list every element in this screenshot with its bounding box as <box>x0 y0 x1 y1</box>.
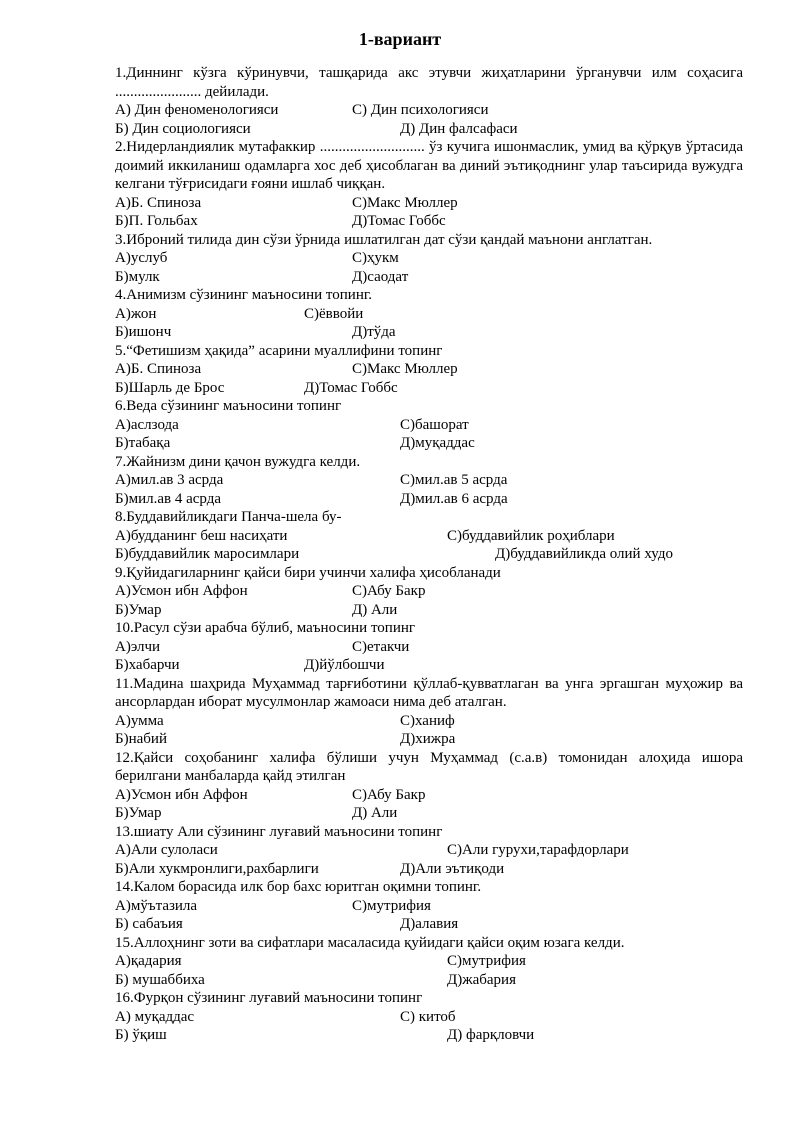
answer-row <box>115 786 743 805</box>
answer-option: Б)мулк <box>115 268 160 285</box>
answer-option: А) Дин феноменологияси <box>115 102 279 118</box>
answer-option: Д)хижра <box>400 731 456 747</box>
answer-option: Б) мушаббиха <box>115 971 205 988</box>
question-stem: 3.Иброний тилида дин сўзи ўрнида ишлатилган дат сўзи қандай маънони англатган. <box>115 231 653 248</box>
question-stem: 2.Нидерландиялик мутафаккир ............................ ўз кучига ишонмаслик, умид ва қўрқув ўртасида доимий иккиланиш одамларга хос деб ҳисоблаган ва диний эътиқоднинг улар таъсирида вужудга келгани тўғрисидаги ғояни ишлаб чиққан. <box>115 139 743 192</box>
question-stem: 5.“Фетишизм ҳақида” асарини муаллифини топинг <box>115 342 443 359</box>
answer-row <box>115 897 743 916</box>
answer-row <box>115 379 743 398</box>
answer-option: А)услуб <box>115 250 168 266</box>
answer-option: Б)Умар <box>115 805 162 821</box>
answer-option: Б)Умар <box>115 601 162 618</box>
question-stem: 1.Диннинг кўзга кўринувчи, ташқарида акс этувчи жиҳатларини ўрганувчи илм соҳасига ....................... дейилади. <box>115 65 743 100</box>
answer-option: Д) Али <box>352 601 398 618</box>
answer-option: Д)буддавийликда олий худо <box>495 546 673 562</box>
answer-option: С)буддавийлик роҳиблари <box>447 527 615 544</box>
answer-option: Д)Али эътиқоди <box>400 860 505 877</box>
answer-option: С) китоб <box>400 1008 456 1025</box>
question-6 <box>115 397 743 453</box>
answer-option: Д)тўда <box>352 324 396 340</box>
answer-row <box>115 527 743 546</box>
answer-row <box>115 601 743 620</box>
question-stem: 8.Буддавийликдаги Панча-шела бу- <box>115 509 342 525</box>
answer-option: Б)ишонч <box>115 324 172 340</box>
answer-row <box>115 434 743 453</box>
answer-option: С)Макс Мюллер <box>352 361 458 377</box>
question-stem: 12.Қайси соҳобанинг халифа бўлиши учун Муҳаммад (с.а.в) томонидан алоҳида ишора берилгани манбаларда қайд этилган <box>115 749 743 784</box>
answer-option: А)умма <box>115 712 164 729</box>
answer-option: А)Усмон ибн Аффон <box>115 583 248 599</box>
answer-option: Б)П. Гольбах <box>115 213 198 229</box>
answer-option: С)Али гурухи,тарафдорлари <box>447 842 629 858</box>
answer-option: С)башорат <box>400 416 469 433</box>
answer-option: Б) сабаъия <box>115 916 183 932</box>
question-15 <box>115 934 743 990</box>
answer-row <box>115 249 743 268</box>
question-10 <box>115 619 743 675</box>
answer-option: Д)мил.ав 6 асрда <box>400 490 508 507</box>
question-14 <box>115 878 743 934</box>
answer-row <box>115 490 743 509</box>
question-12 <box>115 749 743 823</box>
answer-row <box>115 1026 743 1045</box>
answer-option: С)мутрифия <box>352 897 431 914</box>
question-list <box>115 64 743 1045</box>
answer-option: Б) Дин социологияси <box>115 120 251 137</box>
answer-row <box>115 656 743 675</box>
question-stem: 7.Жайнизм дини қачон вужудга келди. <box>115 453 361 470</box>
answer-row <box>115 638 743 657</box>
answer-row <box>115 841 743 860</box>
answer-row <box>115 194 743 213</box>
question-16 <box>115 989 743 1045</box>
answer-row <box>115 268 743 287</box>
answer-row <box>115 582 743 601</box>
answer-option: С)ханиф <box>400 712 455 729</box>
answer-option: Д)йўлбошчи <box>304 657 385 673</box>
answer-option: Д)Томас Гоббс <box>304 379 398 396</box>
answer-option: Б)Али хукмронлиги,рахбарлиги <box>115 860 319 877</box>
answer-option: А)аслзода <box>115 416 179 433</box>
answer-row <box>115 915 743 934</box>
question-stem: 6.Веда сўзининг маъносини топинг <box>115 398 342 414</box>
answer-option: А)Али сулоласи <box>115 842 218 858</box>
question-stem: 4.Анимизм сўзининг маъносини топинг. <box>115 287 373 303</box>
question-stem: 13.шиату Али сўзининг луғавий маъносини топинг <box>115 823 443 840</box>
question-stem: 16.Фурқон сўзининг луғавий маъносини топинг <box>115 990 423 1006</box>
answer-row <box>115 323 743 342</box>
answer-option: Б)набий <box>115 731 167 747</box>
answer-option: С)Макс Мюллер <box>352 194 458 211</box>
answer-option: А)қадария <box>115 953 182 969</box>
answer-row <box>115 545 743 564</box>
question-3 <box>115 231 743 287</box>
answer-option: Д) Али <box>352 805 398 821</box>
answer-row <box>115 952 743 971</box>
answer-row <box>115 804 743 823</box>
answer-row <box>115 971 743 990</box>
answer-row <box>115 416 743 435</box>
answer-row <box>115 120 743 139</box>
question-1 <box>115 64 743 138</box>
answer-option: А)Усмон ибн Аффон <box>115 786 248 803</box>
answer-row <box>115 212 743 231</box>
answer-option: С) Дин психологияси <box>352 102 489 118</box>
answer-row <box>115 305 743 324</box>
answer-option: А)мил.ав 3 асрда <box>115 472 224 488</box>
question-stem: 10.Расул сўзи арабча бўлиб, маъносини топинг <box>115 620 416 636</box>
answer-option: А)элчи <box>115 638 161 655</box>
question-2 <box>115 138 743 231</box>
question-stem: 15.Аллоҳнинг зоти ва сифатлари масаласида қуйидаги қайси оқим юзага келди. <box>115 934 625 951</box>
answer-option: Д) фарқловчи <box>447 1027 535 1043</box>
answer-option: С)ёввойи <box>304 305 364 322</box>
answer-option: Б)Шарль де Брос <box>115 379 225 396</box>
answer-row <box>115 1008 743 1027</box>
answer-option: С)етакчи <box>352 638 410 655</box>
answer-option: Б)табақа <box>115 435 171 451</box>
answer-option: Б)хабарчи <box>115 657 180 673</box>
answer-option: Д)саодат <box>352 268 409 285</box>
answer-option: С)мутрифия <box>447 953 526 969</box>
question-8 <box>115 508 743 564</box>
answer-option: Б)буддавийлик маросимлари <box>115 546 300 562</box>
answer-option: Д) Дин фалсафаси <box>400 120 518 137</box>
answer-option: Б)мил.ав 4 асрда <box>115 490 222 507</box>
answer-option: Д)муқаддас <box>400 435 475 451</box>
answer-row <box>115 360 743 379</box>
answer-option: А)Б. Спиноза <box>115 361 202 377</box>
answer-option: А)мўътазила <box>115 897 198 914</box>
answer-option: Д)алавия <box>400 916 459 932</box>
answer-option: А) муқаддас <box>115 1008 195 1025</box>
answer-option: Д)Томас Гоббс <box>352 213 446 229</box>
answer-option: А)жон <box>115 305 157 322</box>
answer-option: С)мил.ав 5 асрда <box>400 472 508 488</box>
answer-option: Б) ўқиш <box>115 1027 167 1043</box>
question-13 <box>115 823 743 879</box>
question-5 <box>115 342 743 398</box>
answer-option: С)ҳукм <box>352 250 399 266</box>
page-title: 1-вариант <box>358 29 442 49</box>
question-9 <box>115 564 743 620</box>
question-4 <box>115 286 743 342</box>
answer-option: С)Абу Бакр <box>352 583 426 599</box>
answer-option: С)Абу Бакр <box>352 786 426 803</box>
answer-row <box>115 471 743 490</box>
answer-row <box>115 712 743 731</box>
answer-row <box>115 101 743 120</box>
question-stem: 9.Қуйидагиларнинг қайси бири учинчи халифа ҳисобланади <box>115 564 501 581</box>
answer-row <box>115 730 743 749</box>
question-11 <box>115 675 743 749</box>
answer-option: А)Б. Спиноза <box>115 194 202 211</box>
question-stem: 14.Калом борасида илк бор бахс юритган оқимни топинг. <box>115 879 482 895</box>
answer-option: А)будданинг беш насиҳати <box>115 527 288 544</box>
question-7 <box>115 453 743 509</box>
answer-option: Д)жабария <box>447 971 516 988</box>
question-stem: 11.Мадина шаҳрида Муҳаммад тарғиботини қўллаб-қувватлаган ва унга эргашган муҳожир ва ансорлардан иборат мусулмонлар жамоаси нима деб аталган. <box>115 675 743 710</box>
answer-row <box>115 860 743 879</box>
